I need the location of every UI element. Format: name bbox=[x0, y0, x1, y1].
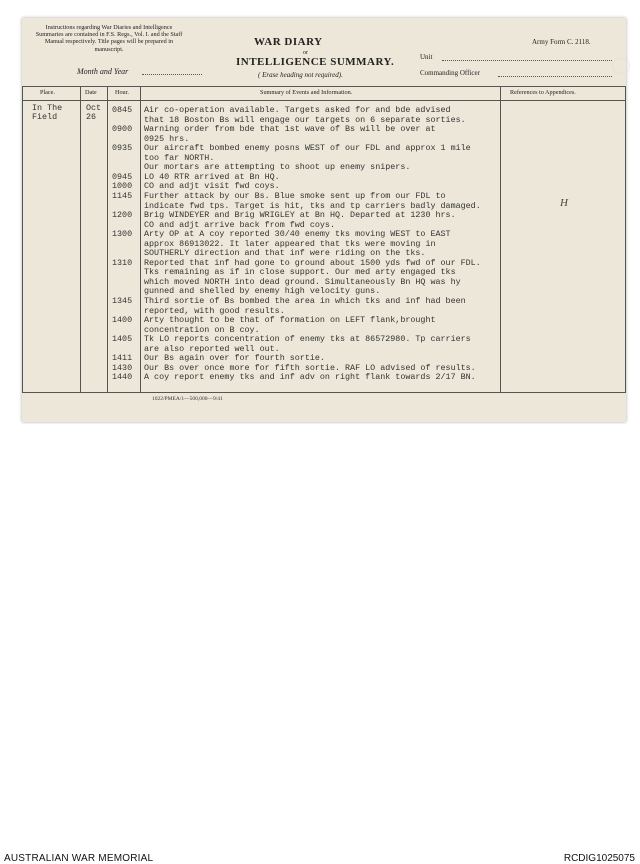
entry-text: 0925 hrs. bbox=[144, 133, 190, 144]
column-header-place: Place. bbox=[40, 89, 55, 96]
month-year-dotline bbox=[142, 74, 202, 75]
entry-hour: 1300 bbox=[112, 229, 133, 240]
entry-text: approx 86913022. It later appeared that tks were moving in bbox=[144, 238, 436, 249]
entry-hour: 1310 bbox=[112, 257, 133, 268]
column-header-references: References to Appendices. bbox=[510, 89, 576, 96]
entry-hour: 1440 bbox=[112, 372, 133, 383]
entry-text: gunned and shelled by enemy high velocity guns. bbox=[144, 286, 381, 297]
entry-hour: 1400 bbox=[112, 315, 133, 326]
army-form-number: Army Form C. 2118. bbox=[532, 38, 591, 46]
entry-text: which moved NORTH into dead ground. Simultaneously Bn HQ was hy bbox=[144, 276, 461, 287]
unit-dotline bbox=[442, 60, 612, 61]
entry-text: Tks remaining as if in close support. Our med arty engaged tks bbox=[144, 267, 456, 278]
form-title-intelligence-summary: INTELLIGENCE SUMMARY. bbox=[236, 56, 395, 68]
commanding-officer-dotline bbox=[498, 76, 612, 77]
summary-refs-rule bbox=[500, 86, 501, 392]
entry-text: Our mortars are attempting to shoot up enemy snipers. bbox=[144, 162, 411, 173]
column-header-hour: Hour. bbox=[115, 89, 129, 96]
entry-place-line2: Field bbox=[32, 112, 58, 122]
entry-hour: 1411 bbox=[112, 353, 133, 364]
entry-text: Tk LO reports concentration of enemy tks at 86572980. Tp carriers bbox=[144, 334, 471, 345]
entry-hour: 1345 bbox=[112, 296, 133, 306]
entry-text: CO and adjt arrive back from fwd coys. bbox=[144, 219, 335, 230]
entry-text: are also reported well out. bbox=[144, 343, 280, 354]
instructions-note: Instructions regarding War Diaries and Intelligence Summaries are contained in F.S. Regs., Vol. I. and the Staff Manual respectively. Title pages will be prepared in manuscript. bbox=[35, 24, 183, 53]
entry-text: Arty OP at A coy reported 30/40 enemy tks moving WEST to EAST bbox=[144, 229, 451, 240]
entry-hour: 1430 bbox=[112, 362, 133, 373]
margin-annotation: H bbox=[560, 197, 568, 209]
form-title-war-diary: WAR DIARY bbox=[254, 36, 323, 48]
entry-text: Our aircraft bombed enemy posns WEST of our FDL and approx 1 mile bbox=[144, 143, 471, 154]
embossed-stamp-mark bbox=[612, 58, 630, 74]
entry-hour: 1200 bbox=[112, 210, 133, 221]
form-title-or: or bbox=[303, 50, 308, 56]
form-title-note: ( Erase heading not required). bbox=[258, 71, 343, 79]
entry-text: concentration on B coy. bbox=[144, 324, 260, 335]
entry-text: too far NORTH. bbox=[144, 152, 215, 163]
entry-hour: 0845 bbox=[112, 105, 133, 115]
commanding-officer-label: Commanding Officer bbox=[420, 69, 480, 77]
entry-text: indicate fwd tps. Target is hit, tks and tp carriers badly damaged. bbox=[144, 200, 481, 211]
entry-text: Reported that inf had gone to ground about 1500 yds fwd of our FDL. bbox=[144, 257, 481, 268]
table-left-rule bbox=[22, 86, 23, 392]
entry-text: Arty thought to be that of formation on LEFT flank,brought bbox=[144, 315, 436, 326]
table-bottom-rule bbox=[22, 392, 626, 393]
unit-label: Unit bbox=[420, 53, 433, 61]
place-date-rule bbox=[80, 86, 81, 392]
credit-bar bbox=[0, 424, 640, 864]
entry-date-month: Oct bbox=[86, 103, 102, 113]
diary-table bbox=[22, 86, 626, 392]
entry-hour: 0900 bbox=[112, 124, 133, 135]
entry-hour: 0935 bbox=[112, 143, 133, 154]
print-footer: 1022/PMEA/1—500,000—9/41 bbox=[152, 396, 223, 402]
entry-text: LO 40 RTR arrived at Bn HQ. bbox=[144, 171, 280, 182]
date-hour-rule bbox=[107, 86, 108, 392]
entry-text: that 18 Boston Bs will engage our targets on 6 separate sorties. bbox=[144, 114, 466, 125]
column-header-summary: Summary of Events and Information. bbox=[260, 89, 353, 96]
month-year-label: Month and Year bbox=[77, 67, 129, 76]
entry-hour: 1145 bbox=[112, 190, 133, 201]
entry-hour: 1405 bbox=[112, 334, 133, 345]
table-header-rule bbox=[22, 100, 626, 101]
entry-text: Our Bs again over for fourth sortie. bbox=[144, 353, 325, 364]
entry-text: reported, with good results. bbox=[144, 305, 285, 316]
entry-text: A coy report enemy tks and inf adv on right flank towards 2/17 BN. bbox=[144, 372, 476, 383]
entry-text: Brig WINDEYER and Brig WRIGLEY at Bn HQ. Departed at 1230 hrs. bbox=[144, 210, 456, 221]
entry-text: Warning order from bde that 1st wave of Bs will be over at bbox=[144, 124, 436, 135]
entry-text: Further attack by our Bs. Blue smoke sent up from our FDL to bbox=[144, 190, 446, 201]
document-image-area bbox=[0, 0, 640, 424]
table-right-rule bbox=[625, 86, 626, 392]
entry-text: Third sortie of Bs bombed the area in which tks and inf had been bbox=[144, 296, 466, 306]
credit-record-id: RCDIG1025075 bbox=[563, 853, 635, 864]
entry-place-line1: In The bbox=[32, 103, 63, 113]
entry-date-day: 26 bbox=[86, 112, 97, 122]
credit-awm: AUSTRALIAN WAR MEMORIAL bbox=[4, 853, 154, 864]
entry-text: SOUTHERLY direction and that inf were riding on the tks. bbox=[144, 248, 426, 259]
entry-text: CO and adjt visit fwd coys. bbox=[144, 181, 280, 192]
entry-text: Air co-operation available. Targets asked for and bde advised bbox=[144, 105, 451, 115]
table-top-rule bbox=[22, 86, 626, 87]
hour-summary-rule bbox=[140, 86, 141, 392]
entry-text: Our Bs over once more for fifth sortie. RAF LO advised of results. bbox=[144, 362, 476, 373]
entry-hour: 1000 bbox=[112, 181, 133, 192]
entry-hour: 0945 bbox=[112, 171, 133, 182]
war-diary-page bbox=[22, 18, 626, 422]
column-header-date: Date bbox=[85, 89, 97, 96]
